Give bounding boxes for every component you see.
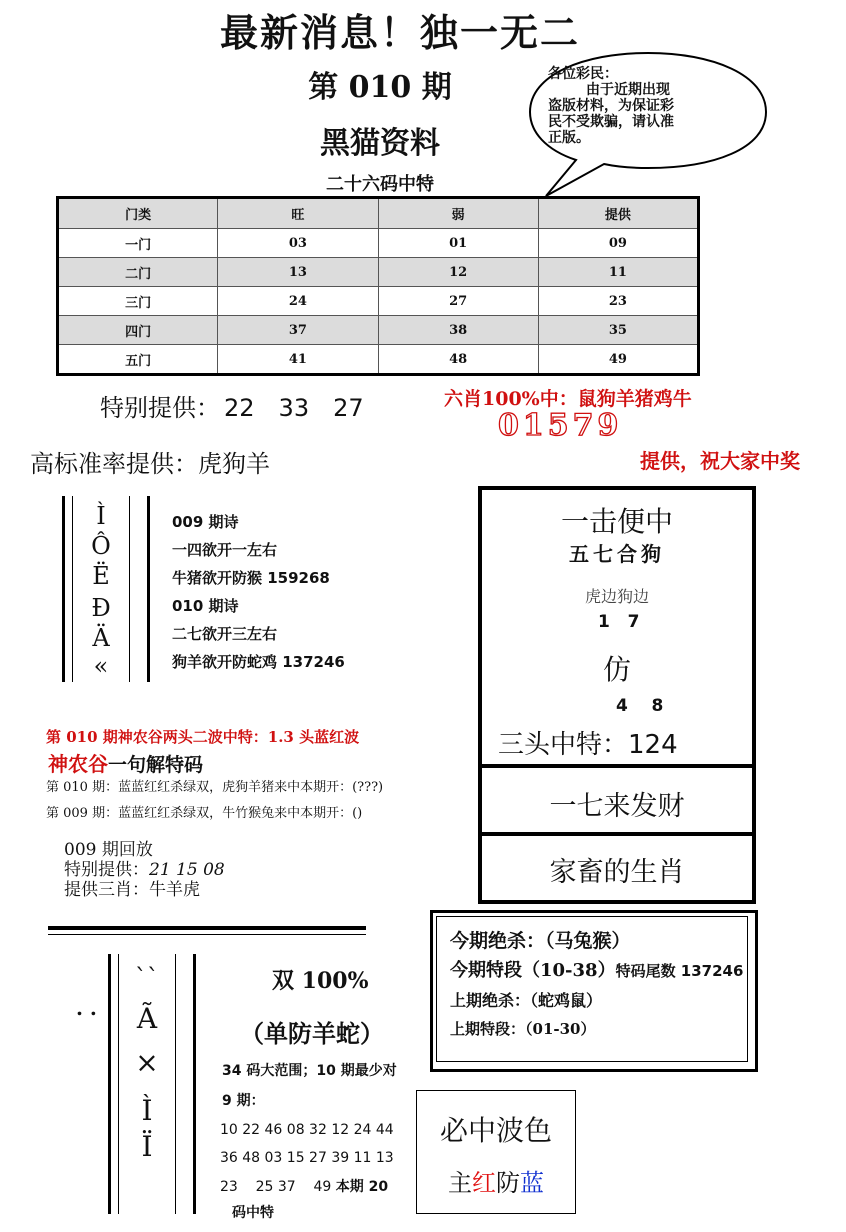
dots: . .: [76, 996, 97, 1020]
poem-lines: [172, 508, 345, 676]
review-title: 009 期回放: [64, 840, 153, 860]
poem2-glyph: Ï: [141, 1130, 153, 1163]
hit-title: 一击便中: [560, 505, 673, 538]
divider: [48, 926, 366, 930]
material-title: 黑猫资料: [320, 126, 440, 161]
review-three-zodiac: 牛羊虎: [149, 880, 200, 900]
table-cell: 01: [378, 229, 538, 258]
issue-number: 第 010 期: [308, 70, 452, 105]
poem-glyph: Ë: [92, 562, 110, 590]
header-cell: 门类: [58, 198, 218, 229]
table-cell: 一门: [58, 229, 218, 258]
wave-red: 红: [472, 1169, 496, 1197]
wave-box: [416, 1090, 576, 1214]
special-number: 22: [224, 394, 255, 422]
poem-line: 狗羊欲开防蛇鸡 137246: [172, 653, 345, 671]
poem2-glyph: ``: [135, 964, 159, 992]
hit-sides: 虎边狗边: [584, 587, 649, 606]
number-row: [220, 1176, 388, 1196]
table-caption: 二十六码中特: [326, 174, 434, 195]
table-cell: 24: [218, 287, 378, 316]
poem2-glyph: Ì: [141, 1094, 153, 1127]
range-line-3: 码中特: [232, 1205, 274, 1221]
double-guard: （单防羊蛇）: [240, 1019, 384, 1048]
special-provide: [100, 388, 388, 423]
table-cell: 35: [538, 316, 698, 345]
six-zodiac-text: 六肖100%中：鼠狗羊猪鸡牛: [444, 388, 692, 410]
special-label: 特别提供：: [100, 394, 220, 422]
wave-colors: [417, 1163, 575, 1198]
hit-imitate: 仿: [602, 653, 631, 686]
table-row: [58, 287, 699, 316]
shennong-red-line: 第 010 期神农谷两头二波中特：1.3 头蓝红波: [46, 728, 360, 746]
table-cell: 09: [538, 229, 698, 258]
divider: [48, 934, 366, 935]
kill-line-1: 今期绝杀：（马兔猴）: [450, 930, 631, 952]
poem-glyph: Ô: [91, 532, 111, 560]
fortune-text: 一七来发财: [549, 791, 685, 822]
number-row-current: 本期 20: [335, 1179, 389, 1195]
table-cell: 27: [378, 287, 538, 316]
poem-line: 010 期诗: [172, 597, 239, 615]
hit-numbers-1: 1 7: [598, 612, 640, 632]
review-block: [64, 840, 225, 900]
review-three-label: 提供三肖：: [64, 880, 149, 900]
table-row: [58, 258, 699, 287]
table-cell: 38: [378, 316, 538, 345]
bubble-line: 各位彩民：: [548, 66, 618, 82]
hit-subtitle: 五七合狗: [569, 542, 665, 566]
poem-line: 二七欲开三左右: [172, 625, 278, 643]
table-cell: 13: [218, 258, 378, 287]
kill-line-3: 上期绝杀：（蛇鸡鼠）: [450, 991, 603, 1010]
wave-main: 主: [448, 1169, 472, 1197]
table-cell: 12: [378, 258, 538, 287]
kill-line-2-main: 今期特段（10-38）: [450, 960, 616, 981]
bubble-line: 民不受欺骗，请认准: [548, 114, 674, 130]
table-header-row: [58, 198, 699, 229]
shennong-title: [48, 748, 203, 777]
poem-line: 牛猪欲开防猴 159268: [172, 569, 330, 587]
table-cell: 03: [218, 229, 378, 258]
shennong-line-009: 第 009 期：蓝蓝红红杀绿双，牛竹猴兔来中本期开：(): [46, 806, 363, 821]
six-zodiac-numbers: 01579: [498, 408, 623, 443]
main-table: [56, 196, 700, 376]
bubble-line: 正版。: [548, 130, 590, 146]
poem2-glyph-column: [118, 954, 176, 1214]
review-three: [64, 880, 225, 900]
table-cell: 四门: [58, 316, 218, 345]
table-cell: 11: [538, 258, 698, 287]
kill-line-4: 上期特段：（01-30）: [450, 1020, 596, 1038]
wave-guard: 防: [496, 1169, 520, 1197]
shennong-title-black: 一句解特码: [108, 754, 204, 776]
number-row: 10 22 46 08 32 12 24 44: [220, 1122, 394, 1138]
poem2-glyph: Ã: [136, 1002, 158, 1035]
table-cell: 41: [218, 345, 378, 375]
table-cell: 三门: [58, 287, 218, 316]
livestock-box: [478, 832, 756, 904]
hit-numbers-2: 4 8: [616, 696, 664, 716]
bubble-line: 盗版材料，为保证彩: [548, 98, 674, 114]
table-cell: 37: [218, 316, 378, 345]
number-row-values: 23 25 37 49: [220, 1179, 332, 1195]
headline: 最新消息！独一无二: [219, 10, 580, 55]
table-row: [58, 316, 699, 345]
bubble-line: 由于近期出现: [586, 82, 670, 98]
kill-line-2: [450, 956, 743, 982]
shennong-line-010: 第 010 期：蓝蓝红红杀绿双，虎狗羊猪来中本期开：(???): [46, 780, 384, 795]
fortune-box: [478, 764, 756, 836]
table-cell: 二门: [58, 258, 218, 287]
wave-title: 必中波色: [439, 1114, 552, 1147]
bubble-text: [548, 66, 728, 146]
wave-blue: 蓝: [520, 1169, 544, 1197]
table-row: [58, 229, 699, 258]
poem-line: 009 期诗: [172, 513, 239, 531]
range-line-1: 34 码大范围；10 期最少对: [222, 1063, 397, 1079]
number-row: 36 48 03 15 27 39 11 13: [220, 1150, 394, 1166]
table-cell: 49: [538, 345, 698, 375]
header-cell: 旺: [218, 198, 378, 229]
livestock-text: 家畜的生肖: [549, 857, 685, 888]
review-special-nums: 21 15 08: [149, 860, 225, 880]
kill-line-2-tail: 特码尾数 137246: [615, 962, 744, 980]
poem-glyph: Ì: [96, 502, 106, 530]
header-cell: 提供: [538, 198, 698, 229]
table-row: [58, 345, 699, 375]
range-line-2: 9 期：: [222, 1093, 265, 1109]
poem-line: 一四欲开一左右: [172, 541, 278, 559]
poem-glyph: Ð: [91, 594, 111, 622]
poem-glyph-column: [72, 496, 130, 682]
wish-text: 提供，祝大家中奖: [640, 449, 800, 473]
table-cell: 五门: [58, 345, 218, 375]
poem2-glyph: ×: [135, 1046, 159, 1079]
special-number: 33: [278, 394, 310, 422]
poem-glyph: «: [93, 652, 109, 680]
high-target-text: 高标准率提供：虎狗羊: [30, 450, 270, 478]
review-special: [64, 860, 225, 880]
table-cell: 23: [538, 287, 698, 316]
shennong-title-red: 神农谷: [48, 752, 108, 776]
table-cell: 48: [378, 345, 538, 375]
hit-box: [478, 486, 756, 768]
double-title: 双 100%: [272, 968, 369, 994]
header-cell: 弱: [378, 198, 538, 229]
review-special-label: 特别提供：: [64, 860, 149, 880]
special-number: 27: [333, 394, 364, 422]
three-heads: 三头中特：124: [498, 730, 678, 760]
poem-glyph: Ä: [92, 624, 110, 652]
